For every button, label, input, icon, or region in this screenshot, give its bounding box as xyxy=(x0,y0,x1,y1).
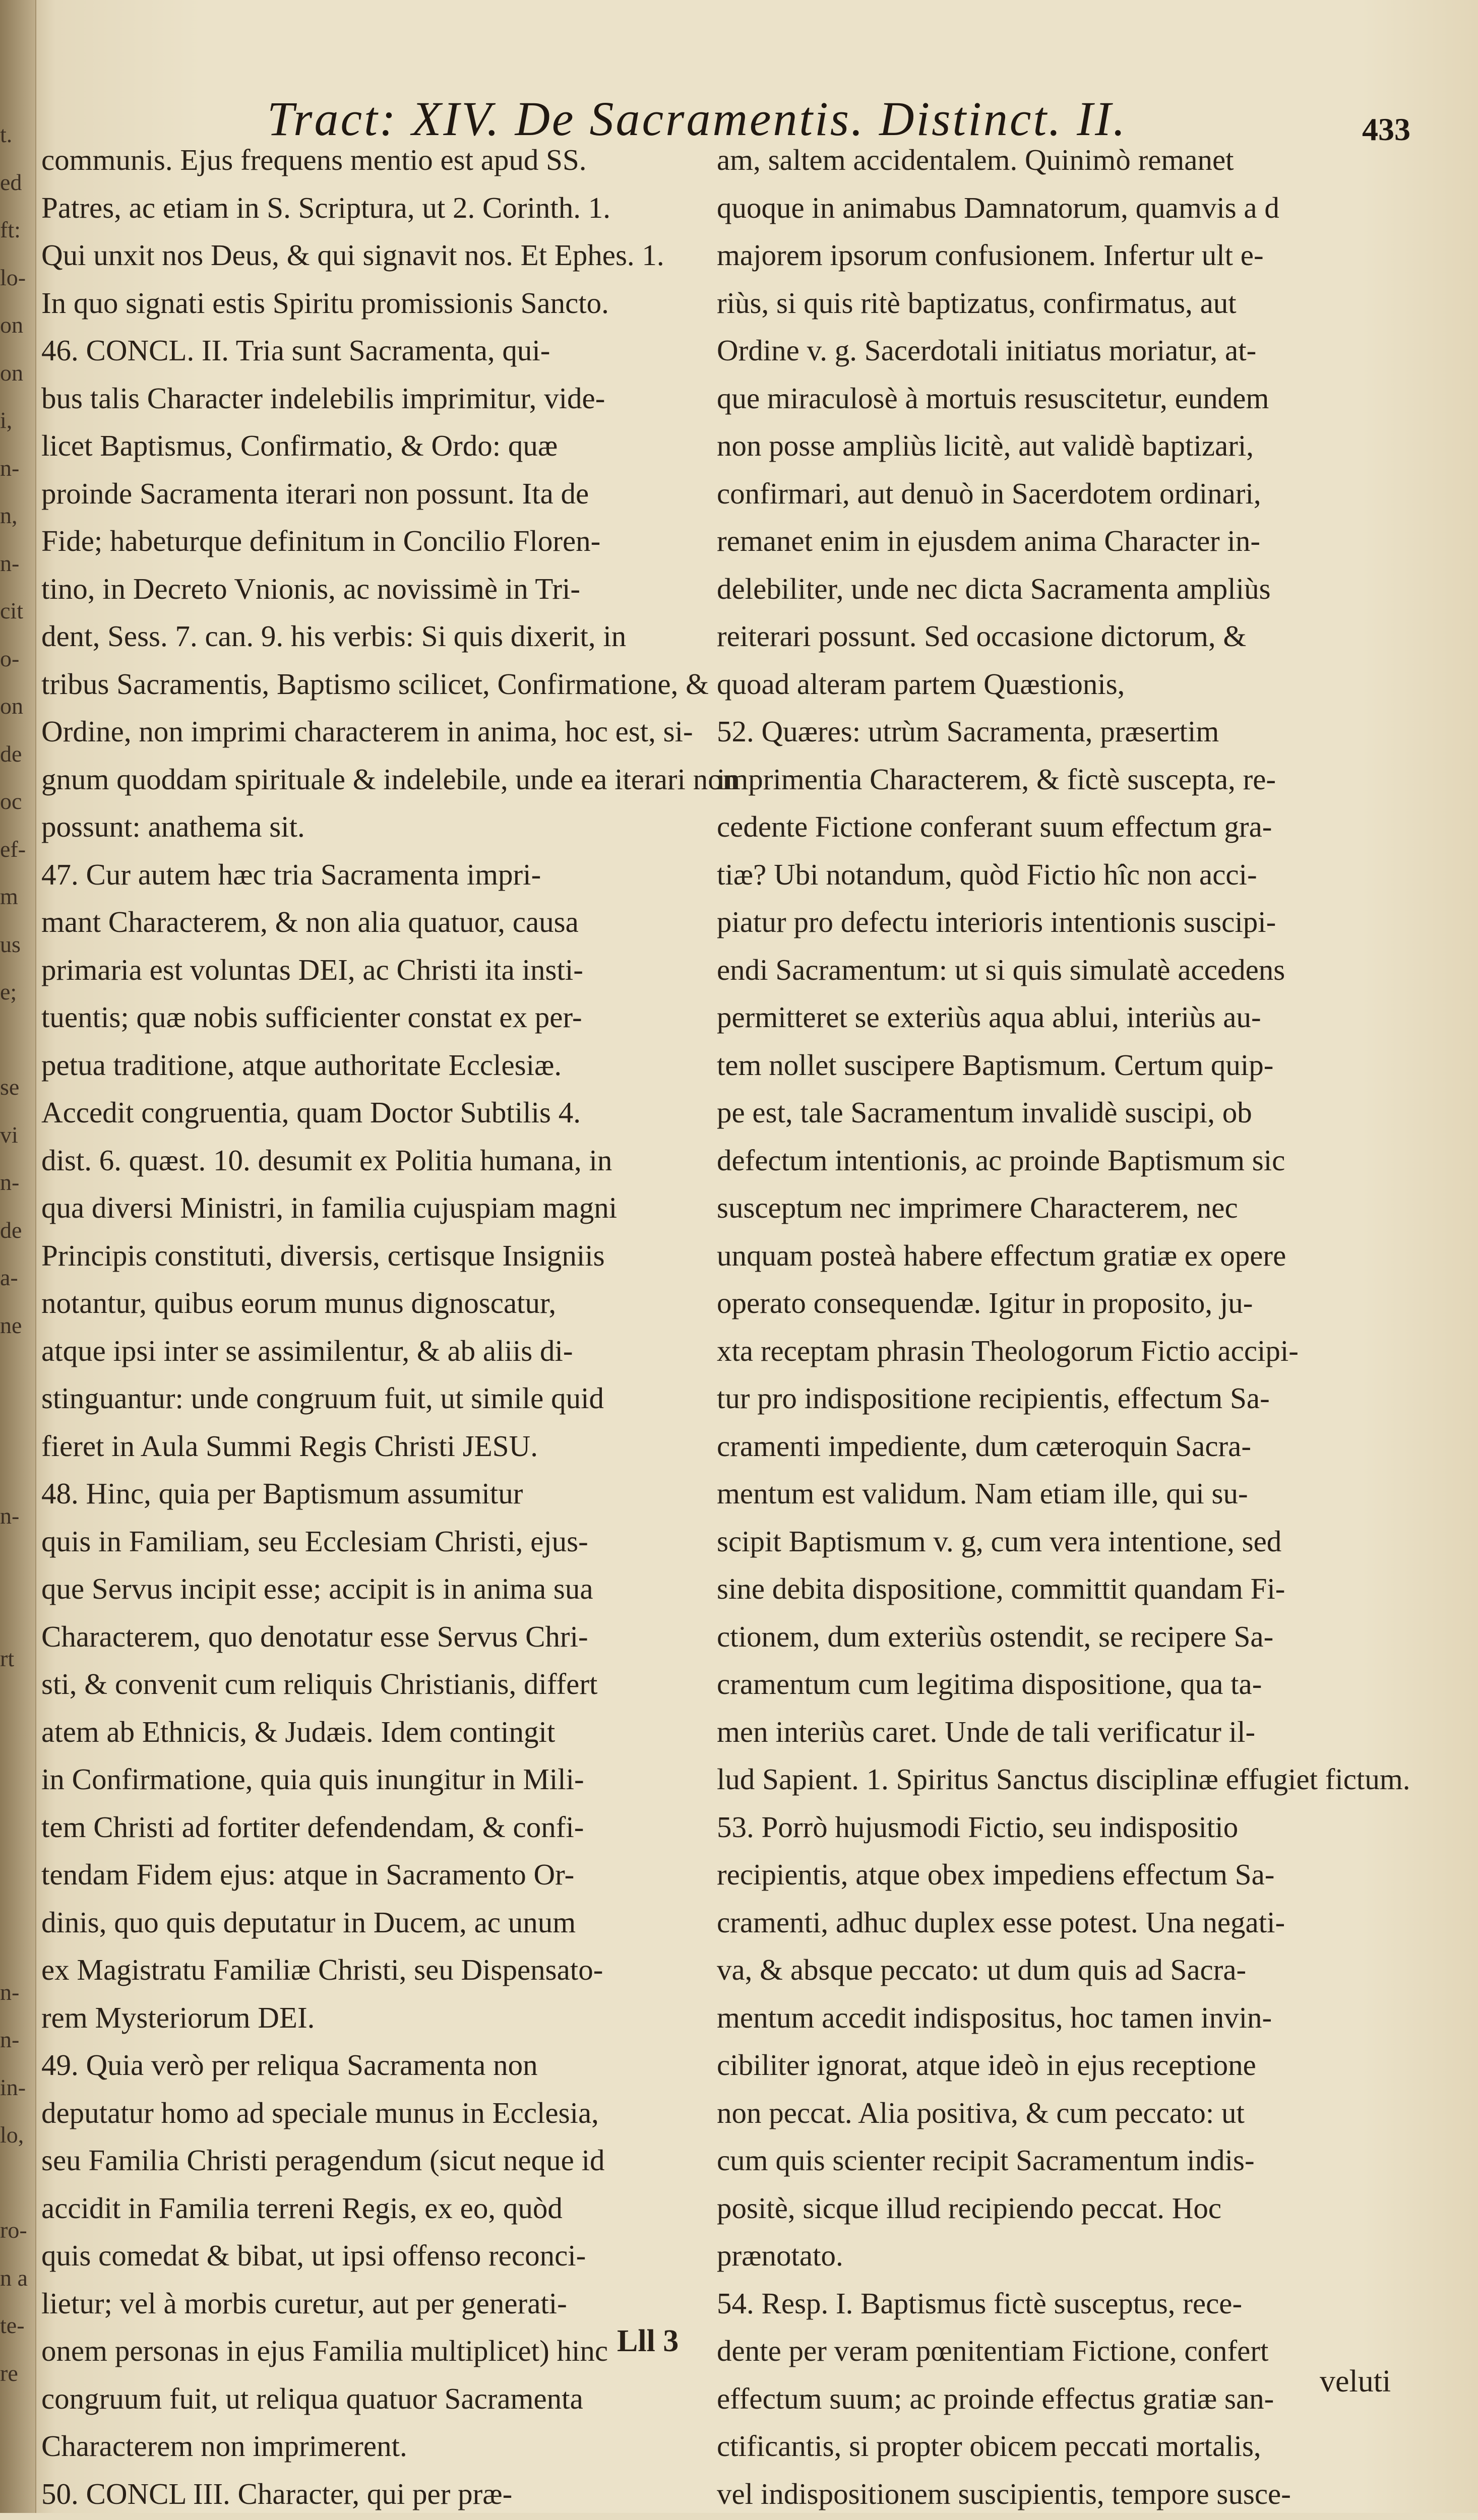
text-line: lietur; vel à morbis curetur, aut per generati- xyxy=(41,2286,567,2320)
page-number: 433 xyxy=(1362,111,1410,147)
right-text-column xyxy=(717,136,1410,2520)
text-line: Ordine v. g. Sacerdotali initiatus moriatur, at- xyxy=(717,334,1257,367)
text-line: Characterem, quo denotatur esse Servus Chri- xyxy=(41,1619,588,1653)
text-line: tem Christi ad fortiter defendendam, & confi- xyxy=(41,1810,584,1844)
text-line: cibiliter ignorat, atque ideò in ejus receptione xyxy=(717,2048,1256,2082)
text-line: confirmari, aut denuò in Sacerdotem ordinari, xyxy=(717,476,1261,510)
text-line: in Confirmatione, quia quis inungitur in Mili- xyxy=(41,1762,584,1796)
text-line: communis. Ejus frequens mentio est apud SS. xyxy=(41,143,587,176)
catchword: veluti xyxy=(1320,2364,1391,2399)
text-line: cramenti, adhuc duplex esse potest. Una negati- xyxy=(717,1905,1285,1939)
text-line: quis comedat & bibat, ut ipsi offenso reconci- xyxy=(41,2239,586,2272)
text-line: rem Mysteriorum DEI. xyxy=(41,2000,315,2034)
text-line: Ordine, non imprimi characterem in anima, hoc est, si- xyxy=(41,715,693,748)
text-line: possunt: anathema sit. xyxy=(41,810,305,843)
text-line: atem ab Ethnicis, & Judæis. Idem contingit xyxy=(41,1715,556,1748)
text-line: tino, in Decreto Vnionis, ac novissimè in Tri- xyxy=(41,572,581,605)
text-line: 53. Porrò hujusmodi Fictio, seu indispositio xyxy=(717,1810,1239,1844)
text-line: susceptum nec imprimere Characterem, nec xyxy=(717,1191,1238,1224)
text-line: Qui unxit nos Deus, & qui signavit nos. Et Ephes. 1. xyxy=(41,238,664,272)
text-line: cramenti impediente, dum cæteroquin Sacra- xyxy=(717,1429,1251,1463)
text-line: que Servus incipit esse; accipit is in anima sua xyxy=(41,1572,593,1605)
text-line: ctificantis, si propter obicem peccati mortalis, xyxy=(717,2429,1261,2463)
text-line: defectum intentionis, ac proinde Baptismum sic xyxy=(717,1143,1285,1177)
text-line: riùs, si quis ritè baptizatus, confirmatus, aut xyxy=(717,286,1237,320)
text-line: qua diversi Ministri, in familia cujuspiam magni xyxy=(41,1191,618,1224)
text-line: operato consequendæ. Igitur in proposito, ju- xyxy=(717,1286,1253,1319)
text-line: que miraculosè à mortuis resuscitetur, eundem xyxy=(717,381,1269,415)
text-line xyxy=(717,2517,1378,2520)
text-line: 46. CONCL. II. Tria sunt Sacramenta, qui- xyxy=(41,334,550,367)
previous-page-edge-text: t. ed ft: lo- on on i, n- n, n- cit o- on de oc ef- m us e; se vi n- de a- ne n- rt n- n- in- lo, ro- n a te- re xyxy=(0,121,28,2386)
text-line: licet Baptismus, Confirmatio, & Ordo: quæ xyxy=(41,429,558,462)
text-line: pe est, tale Sacramentum invalidè suscipi, ob xyxy=(717,1096,1252,1129)
text-line: petua traditione, atque authoritate Ecclesiæ. xyxy=(41,1048,562,1082)
text-line: scipit Baptismum v. g, cum vera intentione, sed xyxy=(717,1524,1282,1558)
text-line: seu Familia Christi peragendum (sicut neque id xyxy=(41,2144,605,2177)
text-line: sti, & convenit cum reliquis Christianis, differt xyxy=(41,1667,598,1700)
text-line: Patres, ac etiam in S. Scriptura, ut 2. Corinth. 1. xyxy=(41,191,611,224)
text-line: deputatur homo ad speciale munus in Ecclesia, xyxy=(41,2096,599,2129)
text-line: endi Sacramentum: ut si quis simulatè accedens xyxy=(717,953,1285,986)
text-line: cedente Fictione conferant suum effectum gra- xyxy=(717,810,1272,843)
text-line: atque ipsi inter se assimilentur, & ab aliis di- xyxy=(41,1334,573,1367)
text-line: mant Characterem, & non alia quatuor, causa xyxy=(41,905,579,938)
text-line: men interiùs caret. Unde de tali verificatur il- xyxy=(717,1715,1256,1748)
text-line: sine debita dispositione, committit quandam Fi- xyxy=(717,1572,1285,1605)
text-line: Characterem non imprimerent. xyxy=(41,2429,407,2463)
text-line: remanet enim in ejusdem anima Character in- xyxy=(717,524,1260,557)
text-line: xta receptam phrasin Theologorum Fictio accipi- xyxy=(717,1334,1299,1367)
text-line: mentum accedit indispositus, hoc tamen invin- xyxy=(717,2000,1272,2034)
text-line: notantur, quibus eorum munus dignoscatur, xyxy=(41,1286,557,1319)
text-line: vel indispositionem suscipientis, tempore susce- xyxy=(717,2477,1291,2510)
text-line: dist. 6. quæst. 10. desumit ex Politia humana, in xyxy=(41,1143,612,1177)
text-line: onem personas in ejus Familia multiplicet) hinc xyxy=(41,2334,608,2367)
text-line: quoad alteram partem Quæstionis, xyxy=(717,667,1125,701)
text-line: am, saltem accidentalem. Quinimò remanet xyxy=(717,143,1234,176)
text-line: dinis, quo quis deputatur in Ducem, ac unum xyxy=(41,1905,576,1939)
text-line: imprimentia Characterem, & fictè suscepta, re- xyxy=(717,762,1276,796)
text-line: 48. Hinc, quia per Baptismum assumitur xyxy=(41,1477,523,1510)
text-line: 49. Quia verò per reliqua Sacramenta non xyxy=(41,2048,538,2082)
text-line: 47. Cur autem hæc tria Sacramenta impri- xyxy=(41,857,541,891)
text-line: ex Magistratu Familiæ Christi, seu Dispensato- xyxy=(41,1953,603,1986)
text-line: 54. Resp. I. Baptismus fictè susceptus, rece- xyxy=(717,2286,1243,2320)
text-line: Principis constituti, diversis, certisque Insigniis xyxy=(41,1238,605,1272)
text-line: piatur pro defectu interioris intentionis suscipi- xyxy=(717,905,1276,938)
text-line: non posse ampliùs licitè, aut validè baptizari, xyxy=(717,429,1254,462)
text-line: tendam Fidem ejus: atque in Sacramento Or- xyxy=(41,1858,575,1891)
text-line: 50. CONCL III. Character, qui per præ- xyxy=(41,2477,513,2510)
text-line: bus talis Character indelebilis imprimitur, vide- xyxy=(41,381,605,415)
text-line: stinguantur: unde congruum fuit, ut simile quid xyxy=(41,1381,604,1415)
text-line: cramentum cum legitima dispositione, qua ta- xyxy=(717,1667,1262,1700)
text-line: quis in Familiam, seu Ecclesiam Christi, ejus- xyxy=(41,1524,588,1558)
text-line: tur pro indispositione recipientis, effectum Sa- xyxy=(717,1381,1270,1415)
text-line: fieret in Aula Summi Regis Christi JESU. xyxy=(41,1429,538,1463)
text-line: gnum quoddam spirituale & indelebile, unde ea iterari non xyxy=(41,762,738,796)
text-line: cum quis scienter recipit Sacramentum indis- xyxy=(717,2144,1255,2177)
text-line: effectum suum; ac proinde effectus gratiæ san- xyxy=(717,2381,1274,2415)
text-line: 52. Quæres: utrùm Sacramenta, præsertim xyxy=(717,715,1219,748)
left-text-column xyxy=(41,136,738,2520)
text-line: Fide; habeturque definitum in Concilio Floren- xyxy=(41,524,601,557)
text-line: delebiliter, unde nec dicta Sacramenta ampliùs xyxy=(717,572,1271,605)
text-line: ctionem, dum exteriùs ostendit, se recipere Sa- xyxy=(717,1619,1274,1653)
text-line: quoque in animabus Damnatorum, quamvis a d xyxy=(717,191,1279,224)
signature-mark: Lll 3 xyxy=(617,2324,679,2358)
text-line: non peccat. Alia positiva, & cum peccato: ut xyxy=(717,2096,1245,2129)
text-line: majorem ipsorum confusionem. Infertur ult e- xyxy=(717,238,1264,272)
running-head: Tract: XIV. De Sacramentis. Distinct. II. xyxy=(267,92,1128,146)
text-line: va, & absque peccato: ut dum quis ad Sacra- xyxy=(717,1953,1247,1986)
text-line: dent, Sess. 7. can. 9. his verbis: Si quis dixerit, in xyxy=(41,619,627,653)
text-line: In quo signati estis Spiritu promissionis Sancto. xyxy=(41,286,609,320)
text-line: reiterari possunt. Sed occasione dictorum, & xyxy=(717,619,1247,653)
text-line: Accedit congruentia, quam Doctor Subtilis 4. xyxy=(41,1096,581,1129)
text-line: primaria est voluntas DEI, ac Christi ita insti- xyxy=(41,953,583,986)
text-line: prænotato. xyxy=(717,2239,843,2272)
text-line: tem nollet suscipere Baptismum. Certum quip- xyxy=(717,1048,1274,1082)
text-line: unquam posteà habere effectum gratiæ ex opere xyxy=(717,1238,1286,1272)
text-line: lud Sapient. 1. Spiritus Sanctus disciplinæ effugiet fictum. xyxy=(717,1762,1410,1796)
text-line: congruum fuit, ut reliqua quatuor Sacramenta xyxy=(41,2381,583,2415)
text-line xyxy=(41,2517,687,2520)
text-line: tuentis; quæ nobis sufficienter constat ex per- xyxy=(41,1000,582,1034)
text-line: accidit in Familia terreni Regis, ex eo, quòd xyxy=(41,2191,563,2225)
text-line: mentum est validum. Nam etiam ille, qui su- xyxy=(717,1477,1248,1510)
text-line: recipientis, atque obex impediens effectum Sa- xyxy=(717,1858,1275,1891)
text-line: positè, sicque illud recipiendo peccat. Hoc xyxy=(717,2191,1222,2225)
text-line: proinde Sacramenta iterari non possunt. Ita de xyxy=(41,476,589,510)
text-line: tiæ? Ubi notandum, quòd Fictio hîc non acci- xyxy=(717,857,1257,891)
text-line: permitteret se exteriùs aqua ablui, interiùs au- xyxy=(717,1000,1261,1034)
text-line: tribus Sacramentis, Baptismo scilicet, Confirmatione, & xyxy=(41,667,709,701)
text-line: dente per veram pœnitentiam Fictione, confert xyxy=(717,2334,1269,2367)
